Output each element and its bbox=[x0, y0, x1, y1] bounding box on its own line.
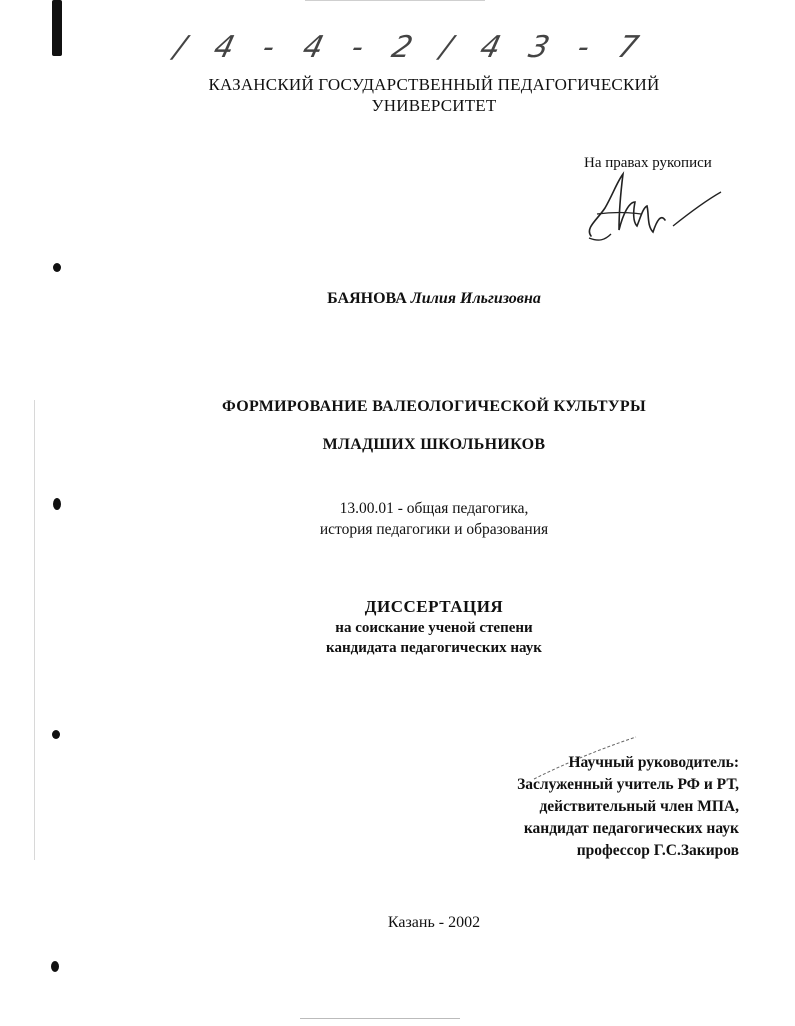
advisor-line-3: кандидат педагогических наук bbox=[523, 820, 739, 837]
title-line-2: МЛАДШИХ ШКОЛЬНИКОВ bbox=[322, 436, 546, 453]
advisor-line-4: профессор Г.С.Закиров bbox=[576, 842, 739, 859]
manuscript-note: На правах рукописи bbox=[584, 155, 712, 171]
dissertation-heading: ДИССЕРТАЦИЯ bbox=[364, 597, 504, 616]
specialty-line-2: история педагогики и образования bbox=[319, 521, 549, 538]
university-line-1: КАЗАНСКИЙ ГОСУДАРСТВЕННЫЙ ПЕДАГОГИЧЕСКИЙ bbox=[208, 75, 660, 94]
degree-line-1: на соискание ученой степени bbox=[335, 620, 533, 636]
author-surname: БАЯНОВА bbox=[327, 290, 407, 307]
binding-hole-1 bbox=[53, 263, 61, 272]
author-given-names: Лилия Ильгизовна bbox=[410, 290, 541, 307]
advisor-label: Научный руководитель: bbox=[568, 754, 739, 771]
university-line-2: УНИВЕРСИТЕТ bbox=[371, 96, 497, 115]
degree-line-2: кандидата педагогических наук bbox=[326, 640, 542, 656]
author-name bbox=[0, 290, 795, 308]
dissertation-title bbox=[0, 388, 795, 464]
scan-line bbox=[305, 0, 485, 1]
archive-mark: / 4 - 4 - 2 / 4 3 - 7 bbox=[170, 30, 652, 65]
signature-icon bbox=[583, 168, 723, 248]
advisor-line-2: действительный член МПА, bbox=[539, 798, 739, 815]
scientific-advisor bbox=[517, 752, 739, 862]
scan-edge-mark bbox=[52, 0, 62, 56]
degree-statement bbox=[0, 618, 795, 658]
city-year: Казань - 2002 bbox=[387, 914, 481, 931]
title-line-1: ФОРМИРОВАНИЕ ВАЛЕОЛОГИЧЕСКОЙ КУЛЬТУРЫ bbox=[221, 398, 647, 415]
binding-hole-3 bbox=[52, 730, 60, 739]
advisor-line-1: Заслуженный учитель РФ и РТ, bbox=[517, 776, 739, 793]
scan-line-bottom bbox=[300, 1018, 460, 1019]
university-name bbox=[0, 74, 795, 116]
specialty bbox=[0, 498, 795, 540]
binding-hole-4 bbox=[51, 961, 59, 972]
specialty-line-1: 13.00.01 - общая педагогика, bbox=[339, 500, 529, 517]
